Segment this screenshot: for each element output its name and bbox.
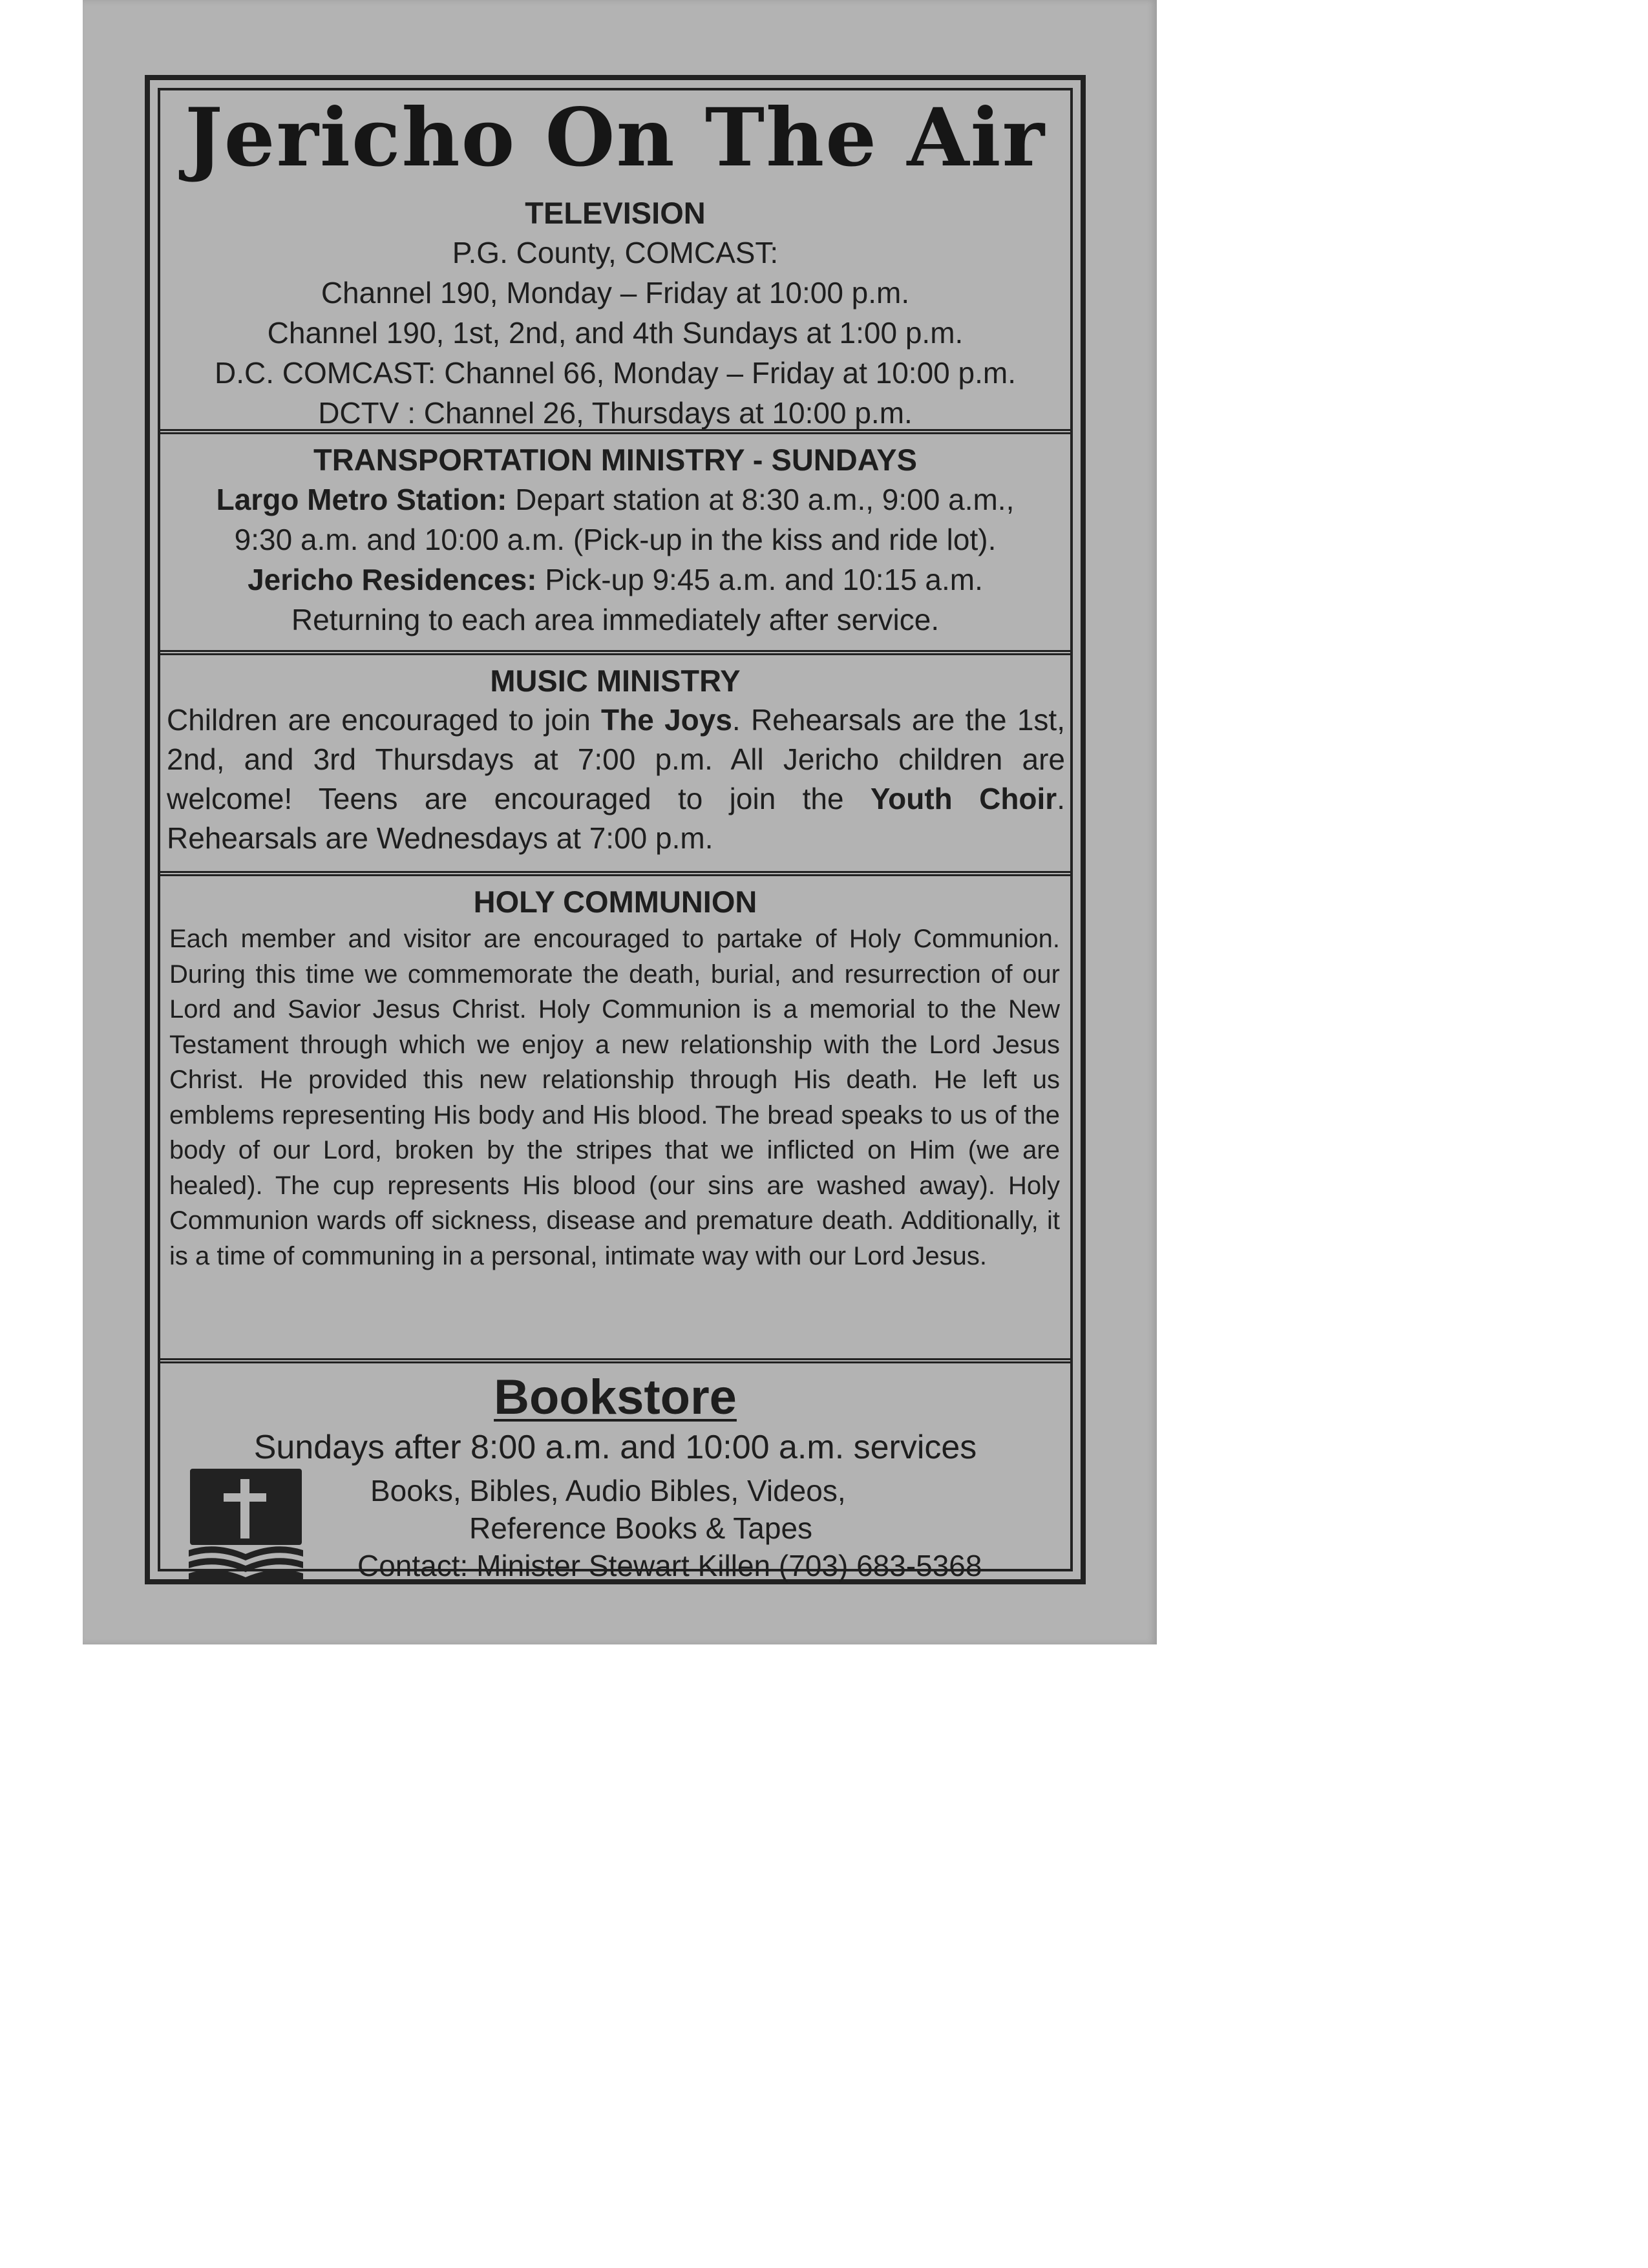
bible-cross-icon bbox=[186, 1465, 306, 1581]
music-text-3: . Rehearsals are Wednesdays at 7:00 p.m. bbox=[167, 782, 1065, 855]
bookstore-items-1: Books, Bibles, Audio Bibles, Videos, bbox=[370, 1474, 846, 1507]
bookstore-contact: Contact: Minister Stewart Killen (703) 683-5368 bbox=[357, 1549, 982, 1582]
section-divider bbox=[160, 650, 1070, 655]
transportation-heading: TRANSPORTATION MINISTRY - SUNDAYS bbox=[313, 443, 917, 477]
bookstore-section bbox=[160, 1365, 1070, 1582]
largo-label: Largo Metro Station: bbox=[216, 483, 507, 516]
largo-line bbox=[160, 479, 1070, 520]
flyer-inner-frame bbox=[158, 88, 1073, 1582]
music-text-1: Children are encouraged to join bbox=[167, 703, 602, 737]
communion-heading: HOLY COMMUNION bbox=[473, 885, 757, 919]
residences-text: Pick-up 9:45 a.m. and 10:15 a.m. bbox=[536, 563, 983, 596]
television-line-1: P.G. County, COMCAST: bbox=[452, 236, 779, 269]
music-text-2: . Rehearsals are the 1st, 2nd, and 3rd Thursdays at 7:00 p.m. All Jericho children are welcome! Teens are encouraged to join the bbox=[167, 703, 1065, 815]
youth-choir: Youth Choir bbox=[870, 782, 1057, 815]
television-line-5: DCTV : Channel 26, Thursdays at 10:00 p.m. bbox=[318, 396, 913, 430]
music-heading: MUSIC MINISTRY bbox=[490, 664, 741, 698]
largo-text: Depart station at 8:30 a.m., 9:00 a.m., bbox=[507, 483, 1015, 516]
section-divider bbox=[160, 871, 1070, 876]
television-section bbox=[160, 194, 1070, 433]
largo-line-2: 9:30 a.m. and 10:00 a.m. (Pick-up in the kiss and ride lot). bbox=[234, 523, 997, 556]
the-joys: The Joys bbox=[601, 703, 732, 737]
television-line-4: D.C. COMCAST: Channel 66, Monday – Friday at 10:00 p.m. bbox=[215, 356, 1016, 390]
bookstore-items-2: Reference Books & Tapes bbox=[469, 1511, 813, 1545]
television-heading: TELEVISION bbox=[525, 196, 706, 230]
residences-label: Jericho Residences: bbox=[248, 563, 537, 596]
music-paragraph bbox=[160, 700, 1070, 858]
flyer-frame bbox=[145, 75, 1086, 1584]
section-divider bbox=[160, 429, 1070, 434]
residences-line bbox=[160, 560, 1070, 600]
bookstore-heading: Bookstore bbox=[494, 1370, 737, 1425]
page-title: Jericho On The Air bbox=[184, 91, 1046, 185]
bookstore-hours: Sundays after 8:00 a.m. and 10:00 a.m. services bbox=[253, 1429, 977, 1466]
television-line-2: Channel 190, Monday – Friday at 10:00 p.m. bbox=[321, 276, 910, 310]
returning-line: Returning to each area immediately after service. bbox=[291, 603, 940, 636]
television-line-3: Channel 190, 1st, 2nd, and 4th Sundays at 1:00 p.m. bbox=[267, 316, 964, 350]
transportation-section bbox=[160, 441, 1070, 640]
section-divider bbox=[160, 1358, 1070, 1363]
communion-paragraph: Each member and visitor are encouraged to partake of Holy Communion. During this time we commemorate the death, burial, and resurrection of our Lord and Savior Jesus Christ. Holy Communion is a memorial to the New Testament through which we enjoy a new relationship with the Lord Jesus Christ. He provided this new relationship through His death. He left us emblems representing His body and His blood. The bread speaks to us of the body of our Lord, broken by the stripes that we inflicted on Him (we are healed). The cup represents His blood (our sins are washed away). Holy Communion wards off sickness, disease and premature death. Additionally, it is a time of communing in a personal, intimate way with our Lord Jesus. bbox=[169, 925, 1060, 1270]
communion-section bbox=[160, 883, 1070, 1274]
music-section bbox=[160, 662, 1070, 858]
